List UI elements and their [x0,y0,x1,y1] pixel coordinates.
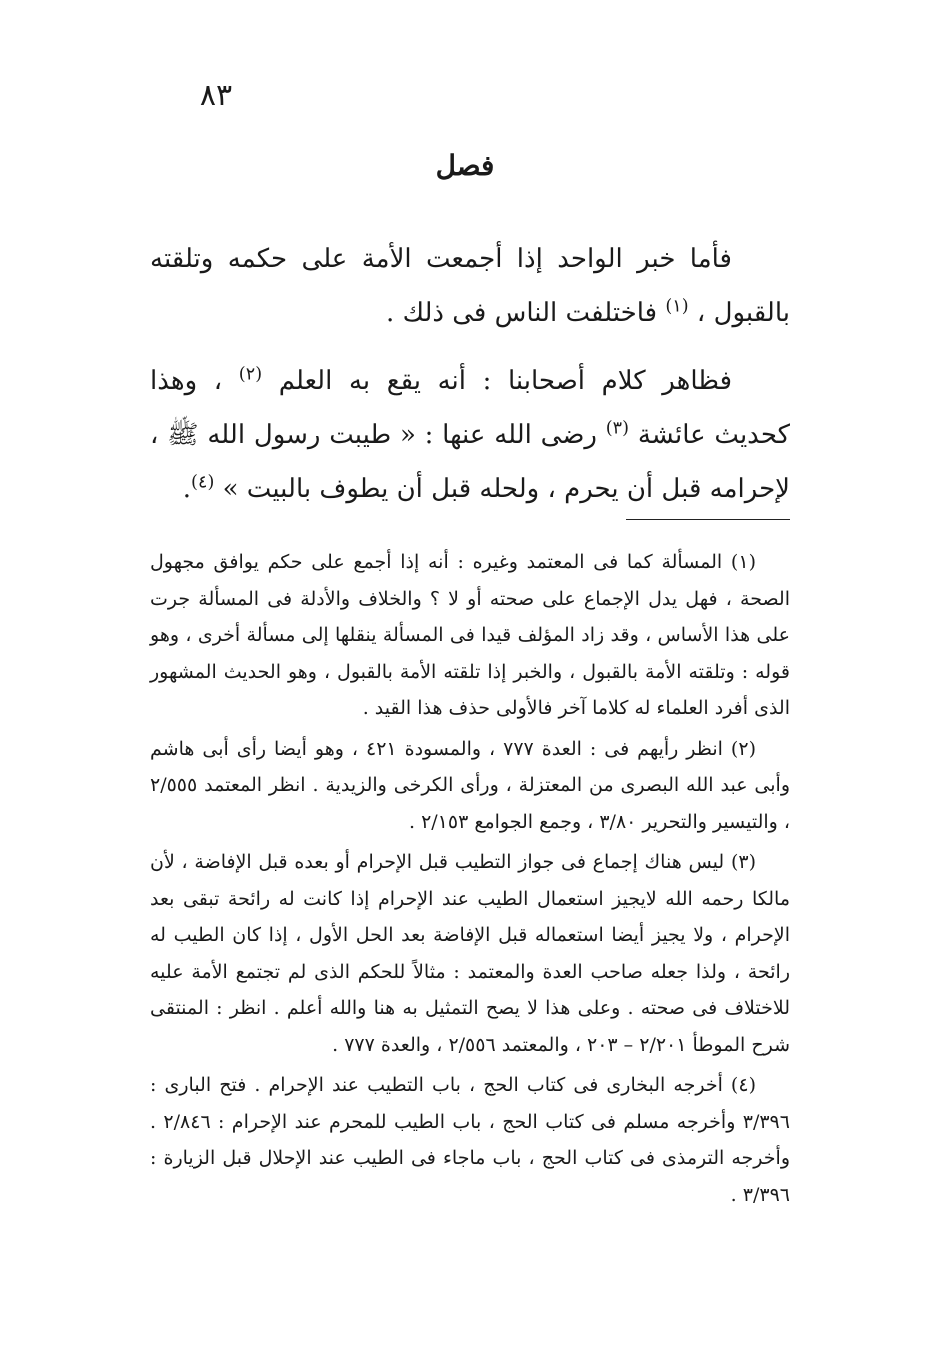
footnote-ref-4: (٤) [191,472,215,493]
footnote-4: (٤) أخرجه البخارى فى كتاب الحج ، باب التطيب عند الإحرام . فتح البارى : ٣/٣٩٦ وأخرجه مسلم فى كتاب الحج ، باب الطيب للمحرم عند الإحرام : ٢/٨٤٦ . وأخرجه الترمذى فى كتاب الحج ، باب ماجاء فى الطيب عند الإحلال قبل الزيارة : ٣/٣٩٦ . [150,1074,790,1206]
footnote-ref-2: (٢) [238,364,263,385]
footnote-1: (١) المسألة كما فى المعتمد وغيره : أنه إذا أجمع على حكم يوافق مجهول الصحة ، فهل يدل الإجماع على صحته أو لا ؟ والخلاف والأدلة فى المسألة جرت على هذا الأساس ، وقد زاد المؤلف قيدا فى المسألة ينقلها إلى مسألة أخرى ، وهو قوله : وتلقته الأمة بالقبول ، والخبر إذا تلقته الأمة بالقبول ، وهو الحديث المشهور الذى أفرد العلماء له كلاما آخر فالأولى حذف هذا القيد . [150,551,790,719]
footnote-divider [626,519,790,520]
footnote-3: (٣) ليس هناك إجماع فى جواز التطيب قبل الإحرام أو بعده قبل الإفاضة ، لأن مالكا رحمه الله لايجيز استعمال الطيب عند الإحرام إذا كانت له رائحة تبقى بعد الإحرام ، ولا يجيز أيضا استعماله قبل الإفاضة بعد الحل الأول ، إذا كان الطيب له رائحة ، ولذا جعله صاحب العدة والمعتمد : مثالاً للحكم الذى لم تجتمع الأمة عليه للاختلاف فى صحته . وعلى هذا لا يصح التمثيل به هنا والله أعلم . انظر : المنتقى شرح الموطأ ٢/٢٠١ – ٢٠٣ ، والمعتمد ٢/٥٥٦ ، والعدة ٧٧٧ . [150,851,790,1056]
paragraph-1 [150,232,790,340]
footnote-ref-1: (١) [665,296,689,317]
paragraph-text: فظاهر كلام أصحابنا : أنه يقع به العلم [262,366,732,396]
paragraph-text: فأما خبر الواحد إذا أجمعت الأمة على حكمه وتلقته بالقبول ، [150,244,790,328]
footnote-2: (٢) انظر رأيهم فى : العدة ٧٧٧ ، والمسودة ٤٢١ ، وهو أيضا رأى أبى هاشم وأبى عبد الله البصرى من المعتزلة ، ورأى الكرخى والزيدية . انظر المعتمد ٢/٥٥٥ ، والتيسير والتحرير ٣/٨٠ ، وجمع الجوامع ٢/١٥٣ . [150,737,790,833]
page-number: ٨٣ [199,78,233,113]
paragraph-text: فاختلفت الناس فى ذلك . [386,298,666,328]
main-text [150,232,790,516]
paragraph-text: رضى الله عنها : « طيبت رسول الله ﷺ ، لإحرامه قبل أن يحرم ، ولحله قبل أن يطوف بالبيت » [150,420,790,504]
paragraph-text: ، وهذا كحديث عائشة [150,366,790,450]
footnote-ref-3: (٣) [605,418,630,439]
section-title: فصل [435,149,495,182]
paragraph-2 [150,354,790,516]
paragraph-text: . [182,474,192,504]
footnotes [150,544,790,1213]
